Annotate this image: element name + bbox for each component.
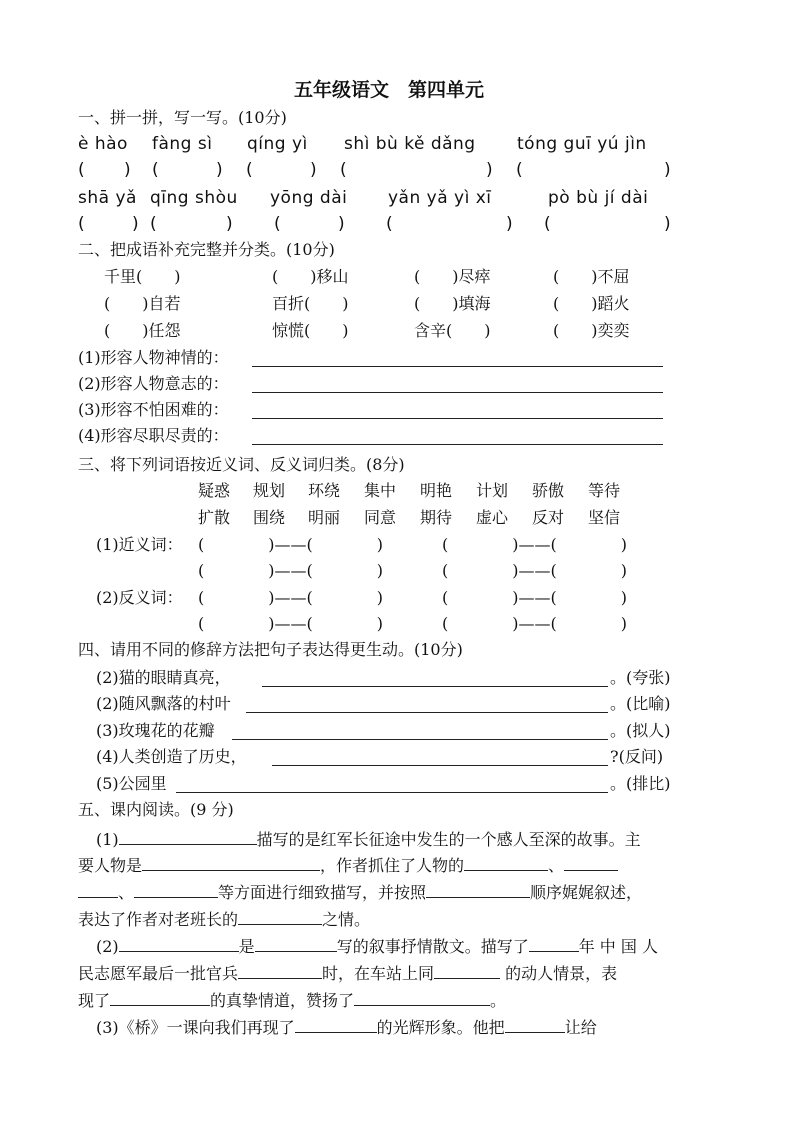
blank[interactable] (529, 935, 579, 952)
idiom: ( )蹈火 (553, 294, 630, 313)
blank[interactable] (354, 989, 490, 1006)
word: 计划 (476, 481, 509, 500)
answer-line[interactable] (262, 686, 608, 687)
blank[interactable] (426, 881, 530, 898)
classify-label-3: (3)形容不怕困难的： (78, 400, 229, 419)
rhetoric-prefix: (4)人类创造了历史， (96, 747, 247, 766)
idiom: 含辛( ) (414, 321, 491, 340)
section-2-heading: 二、把成语补充完整并分类。(10分) (78, 240, 335, 259)
section-4-heading: 四、请用不同的修辞方法把句子表达得更生动。(10分) (78, 640, 463, 659)
rhetoric-prefix: (2)猫的眼睛真亮， (96, 668, 231, 687)
answer-line[interactable] (252, 418, 663, 419)
pinyin-3: qíng yì (247, 134, 308, 154)
synonym-label: (1)近义词： (96, 535, 183, 554)
reading-para-2-line-2: 民志愿军最后一批官兵 时，在车站上同 的动人情景，表 (78, 964, 618, 983)
word: 虚心 (476, 508, 509, 527)
synonym-pair[interactable]: ( )——( ) (198, 561, 383, 580)
pinyin-1: è hào (78, 134, 128, 154)
page-title: 五年级语文 第四单元 (294, 79, 485, 101)
antonym-pair[interactable]: ( )——( ) (442, 588, 627, 607)
idiom: ( )奕奕 (553, 321, 630, 340)
pinyin-6: shā yǎ (78, 188, 137, 208)
antonym-pair[interactable]: ( )——( ) (442, 614, 627, 633)
rhetoric-prefix: (2)随风飘落的村叶 (96, 694, 231, 713)
blank[interactable] (238, 962, 322, 979)
antonym-label: (2)反义词： (96, 588, 183, 607)
blank[interactable] (134, 881, 218, 898)
reading-para-2-line-3: 现了 的真挚情道，赞扬了 。 (78, 991, 507, 1010)
antonym-pair[interactable]: ( )——( ) (198, 588, 383, 607)
word: 明丽 (308, 508, 341, 527)
blank[interactable] (110, 989, 210, 1006)
idiom: 千里( ) (104, 267, 181, 286)
pinyin-2: fàng sì (152, 134, 213, 154)
section-3-heading: 三、将下列词语按近义词、反义词归类。(8分) (78, 455, 405, 474)
pinyin-7: qīng shòu (150, 188, 238, 208)
synonym-pair[interactable]: ( )——( ) (442, 561, 627, 580)
word: 等待 (588, 481, 621, 500)
answer-line[interactable] (176, 792, 608, 793)
blank[interactable] (238, 908, 322, 925)
word: 反对 (532, 508, 565, 527)
word: 环绕 (308, 481, 341, 500)
idiom: ( )填海 (414, 294, 491, 313)
rhetoric-suffix: ?(反问) (610, 747, 664, 766)
synonym-pair[interactable]: ( )——( ) (442, 535, 627, 554)
synonym-pair[interactable]: ( )——( ) (198, 535, 383, 554)
blank[interactable] (464, 854, 548, 871)
answer-line[interactable] (252, 444, 663, 445)
blank[interactable] (564, 854, 618, 871)
answer-line[interactable] (272, 765, 608, 766)
pinyin-10: pò bù jí dài (548, 188, 649, 208)
reading-para-1-line-3: 、 等方面进行细致描写，并按照 顺序娓娓叙述， (78, 881, 642, 903)
reading-para-3-line-1: (3)《桥》一课向我们再现了 的光辉形象。他把 让给 (96, 1018, 597, 1037)
pinyin-5: tóng guī yú jìn (517, 134, 647, 154)
idiom: ( )尽瘁 (414, 267, 491, 286)
word: 规划 (253, 481, 286, 500)
word: 同意 (364, 508, 397, 527)
rhetoric-suffix: 。(排比) (610, 774, 671, 793)
antonym-pair[interactable]: ( )——( ) (198, 614, 383, 633)
answer-line[interactable] (232, 739, 608, 740)
reading-para-2-line-1: (2) 是 写的叙事抒情散文。描写了 年 中 国 人 (96, 937, 658, 956)
pinyin-9: yǎn yǎ yì xī (388, 188, 492, 208)
pinyin-8: yōng dài (270, 188, 348, 208)
classify-label-4: (4)形容尽职尽责的： (78, 426, 229, 445)
word: 骄傲 (532, 481, 565, 500)
idiom: 百折( ) (272, 294, 349, 313)
answer-line[interactable] (246, 712, 608, 713)
blank[interactable] (255, 935, 337, 952)
word: 疑惑 (198, 481, 231, 500)
blank[interactable] (295, 1016, 377, 1033)
idiom: ( )自若 (104, 294, 181, 313)
word: 扩散 (198, 508, 231, 527)
rhetoric-prefix: (3)玫瑰花的花瓣 (96, 721, 215, 740)
rhetoric-prefix: (5)公园里 (96, 774, 167, 793)
classify-label-1: (1)形容人物神情的： (78, 348, 229, 367)
word: 坚信 (588, 508, 621, 527)
rhetoric-suffix: 。(比喻) (610, 694, 671, 713)
blank[interactable] (142, 854, 320, 871)
rhetoric-suffix: 。(夸张) (610, 668, 671, 687)
reading-para-1-line-1: (1) 描写的是红军长征途中发生的一个感人至深的故事。主 (96, 830, 641, 849)
blank[interactable] (119, 935, 239, 952)
worksheet-page: 五年级语文 第四单元 一、拼一拼，写一写。(10分) è hào fàng sì qíng yì shì bù kě dǎng tóng guī yú jìn ( ) ( ) ( ) ( ) ( ) shā yǎ qīng shòu yōng dài yǎn yǎ yì xī pò bù jí dài ( ) ( ) ( ) ( ) ( ) 二、把成语补充完整并分类。(10分) 千里( ) ( )移山 ( )尽瘁 ( )不屈 ( )自若 百折( ) ( )填海 ( )蹈火 ( )任怨 惊慌( ) 含辛( ) ( )奕奕 (1)形容人物神情的： (2)形容人物意志的： (3)形容不怕困难的： (4)形容尽职尽责的： 三、将下列词语按近义词、反义词归类。(8分) 疑惑 规划 环绕 集中 明艳 计划 骄傲 等待 扩散 围绕 明丽 同意 期待 虚心 反对 坚信 (1)近义词： ( )——( ) ( )——( ) ( )——( ) ( )——( ) (2)反义词： ( )——( ) ( )——( ) ( )——( ) ( )——( ) 四、请用不同的修辞方法把句子表达得更生动。(10分) (2)猫的眼睛真亮， 。(夸张) (2)随风飘落的村叶 。(比喻) (3)玫瑰花的花瓣 。(拟人) (4)人类创造了历史， ?(反问) (5)公园里 。(排比) 五、课内阅读。(9 分) (1) 描写的是红军长征途中发生的一个感人至深的故事。主 要人物是 ，作者抓住了人物的 、 、 等方面进行细致描写，并按照 顺序娓娓叙述， 表达了作者对老班长的 之情。 (2) 是 写的叙事抒情散文。描写了 年 中 国 人 民志愿军最后一批官兵 时，在车站上同 的动人情景，表 现了 的真挚情道，赞扬了 。 (3)《桥》一课向我们再现了 的光辉形象。他把 让给 (78, 79, 671, 1037)
answer-line[interactable] (252, 392, 663, 393)
blank[interactable] (78, 881, 118, 898)
blank[interactable] (119, 828, 257, 845)
idiom: ( )任怨 (104, 321, 181, 340)
idiom: ( )移山 (272, 267, 349, 286)
idiom: 惊慌( ) (272, 321, 349, 340)
idiom: ( )不屈 (553, 267, 630, 286)
word: 明艳 (420, 481, 453, 500)
blank[interactable] (505, 1016, 565, 1033)
word: 集中 (364, 481, 397, 500)
reading-para-1-line-2: 要人物是 ，作者抓住了人物的 、 (78, 854, 618, 876)
word: 围绕 (253, 508, 286, 527)
reading-para-1-line-4: 表达了作者对老班长的 之情。 (78, 910, 371, 929)
classify-label-2: (2)形容人物意志的： (78, 374, 229, 393)
pinyin-4: shì bù kě dǎng (344, 134, 476, 154)
section-1-heading: 一、拼一拼，写一写。(10分) (78, 108, 287, 127)
word: 期待 (420, 508, 453, 527)
blank[interactable] (434, 962, 500, 979)
section-5-heading: 五、课内阅读。(9 分) (78, 800, 234, 819)
answer-line[interactable] (252, 366, 663, 367)
rhetoric-suffix: 。(拟人) (610, 721, 671, 740)
